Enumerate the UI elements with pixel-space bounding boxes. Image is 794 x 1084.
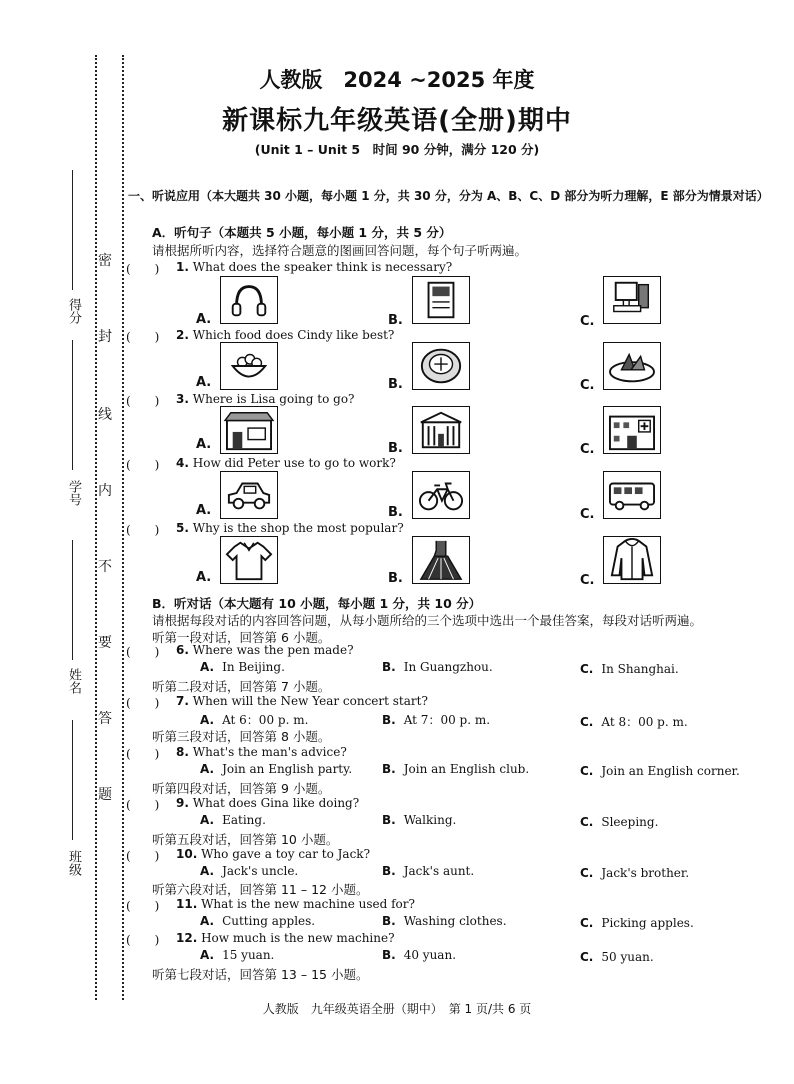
option-a[interactable]: A. Jack's uncle. — [200, 864, 299, 878]
seal-char: 不 — [98, 559, 112, 575]
option-a[interactable]: A. 15 yuan. — [200, 948, 275, 962]
question-9: 9. What does Gina like doing? — [176, 796, 360, 810]
computer-icon[interactable] — [603, 276, 661, 324]
section-heading: 一、听说应用（本大题共 30 小题，每小题 1 分，共 30 分，分为 A、B、C、D 部分为听力理解，E 部分为情景对话） — [128, 189, 769, 203]
option-label[interactable]: A. — [196, 570, 212, 585]
seal-char: 题 — [98, 787, 112, 803]
seal-char: 封 — [98, 329, 112, 345]
option-label[interactable]: C. — [580, 314, 595, 329]
option-b[interactable]: B. At 7：00 p. m. — [382, 713, 491, 727]
option-label[interactable]: C. — [580, 507, 595, 522]
answer-paren[interactable]: ( ) — [126, 394, 160, 408]
dialogue-intro: 听第五段对话，回答第 10 小题。 — [152, 832, 339, 847]
answer-paren[interactable]: ( ) — [126, 262, 160, 276]
answer-paren[interactable]: ( ) — [126, 933, 160, 947]
bus-icon[interactable] — [603, 471, 661, 519]
part-a-instruction: 请根据所听内容，选择符合题意的图画回答问题，每个句子听两遍。 — [152, 243, 528, 258]
option-a[interactable]: A. In Beijing. — [200, 660, 285, 674]
question-1: 1. What does the speaker think is necessary? — [176, 260, 453, 274]
dialogue-intro: 听第三段对话，回答第 8 小题。 — [152, 729, 331, 744]
question-11: 11. What is the new machine used for? — [176, 897, 415, 911]
option-label[interactable]: B. — [388, 377, 403, 392]
option-a[interactable]: A. Join an English party. — [200, 762, 353, 776]
option-c[interactable]: C. Jack's brother. — [580, 866, 690, 880]
option-label[interactable]: B. — [388, 505, 403, 520]
answer-paren[interactable]: ( ) — [126, 696, 160, 710]
option-label[interactable]: A. — [196, 375, 212, 390]
option-c[interactable]: C. 50 yuan. — [580, 950, 654, 964]
bicycle-icon[interactable] — [412, 471, 470, 519]
question-7: 7. When will the New Year concert start? — [176, 694, 428, 708]
answer-paren[interactable]: ( ) — [126, 849, 160, 863]
option-b[interactable]: B. Washing clothes. — [382, 914, 507, 928]
option-c[interactable]: C. Sleeping. — [580, 815, 659, 829]
option-a[interactable]: A. Cutting apples. — [200, 914, 316, 928]
question-10: 10. Who gave a toy car to Jack? — [176, 847, 371, 861]
hospital-icon[interactable] — [603, 406, 661, 454]
option-label[interactable]: A. — [196, 503, 212, 518]
binding-dotted-line-inner — [122, 55, 124, 1000]
seal-char: 要 — [98, 635, 112, 651]
exam-main-title: 新课标九年级英语(全册)期中 — [222, 106, 572, 136]
option-c[interactable]: C. Join an English corner. — [580, 764, 740, 778]
binding-dotted-line-outer — [95, 55, 97, 1000]
seal-char: 内 — [98, 483, 112, 499]
dictionary-icon[interactable] — [412, 276, 470, 324]
dress-icon[interactable] — [412, 536, 470, 584]
student-no-blank — [72, 340, 73, 470]
answer-paren[interactable]: ( ) — [126, 645, 160, 659]
seal-char: 密 — [98, 253, 112, 269]
answer-paren[interactable]: ( ) — [126, 330, 160, 344]
answer-paren[interactable]: ( ) — [126, 798, 160, 812]
bank-building-icon[interactable] — [412, 406, 470, 454]
dialogue-intro: 听第四段对话，回答第 9 小题。 — [152, 781, 331, 796]
dialogue-intro: 听第七段对话，回答第 13 – 15 小题。 — [152, 967, 369, 982]
answer-paren[interactable]: ( ) — [126, 458, 160, 472]
car-icon[interactable] — [220, 471, 278, 519]
question-12: 12. How much is the new machine? — [176, 931, 395, 945]
option-label[interactable]: B. — [388, 441, 403, 456]
exam-scope-subtitle: (Unit 1 – Unit 5 时间 90 分钟，满分 120 分) — [254, 142, 540, 157]
question-5: 5. Why is the shop the most popular? — [176, 521, 404, 535]
name-blank — [72, 540, 73, 660]
answer-paren[interactable]: ( ) — [126, 523, 160, 537]
option-label[interactable]: C. — [580, 442, 595, 457]
option-b[interactable]: B. In Guangzhou. — [382, 660, 493, 674]
option-label[interactable]: B. — [388, 313, 403, 328]
class-blank — [72, 720, 73, 840]
part-b-instruction: 请根据每段对话的内容回答问题，从每小题所给的三个选项中选出一个最佳答案，每段对话听两遍。 — [152, 613, 703, 628]
student-no-label: 学号 — [66, 480, 81, 506]
option-label[interactable]: A. — [196, 312, 212, 327]
option-b[interactable]: B. Join an English club. — [382, 762, 530, 776]
class-label: 班级 — [66, 850, 81, 876]
option-b[interactable]: B. 40 yuan. — [382, 948, 457, 962]
part-a-heading: A．听句子（本题共 5 小题，每小题 1 分，共 5 分） — [152, 225, 452, 240]
option-b[interactable]: B. Jack's aunt. — [382, 864, 475, 878]
option-a[interactable]: A. Eating. — [200, 813, 266, 827]
zongzi-plate-icon[interactable] — [603, 342, 661, 390]
option-a[interactable]: A. At 6：00 p. m. — [200, 713, 309, 727]
headphones-icon[interactable] — [220, 276, 278, 324]
question-4: 4. How did Peter use to go to work? — [176, 456, 396, 470]
jacket-icon[interactable] — [603, 536, 661, 584]
mooncake-icon[interactable] — [412, 342, 470, 390]
part-b-heading: B．听对话（本大题有 10 小题，每小题 1 分，共 10 分） — [152, 596, 482, 611]
name-label: 姓名 — [66, 668, 81, 694]
dialogue-intro: 听第一段对话，回答第 6 小题。 — [152, 630, 331, 645]
question-6: 6. Where was the pen made? — [176, 643, 354, 657]
dumplings-bowl-icon[interactable] — [220, 342, 278, 390]
option-label[interactable]: A. — [196, 437, 212, 452]
answer-paren[interactable]: ( ) — [126, 747, 160, 761]
option-label[interactable]: C. — [580, 378, 595, 393]
page-footer: 人教版 九年级英语全册（期中） 第 1 页/共 6 页 — [262, 1002, 532, 1016]
option-label[interactable]: C. — [580, 573, 595, 588]
question-3: 3. Where is Lisa going to go? — [176, 392, 355, 406]
option-c[interactable]: C. At 8：00 p. m. — [580, 715, 688, 729]
option-b[interactable]: B. Walking. — [382, 813, 457, 827]
dialogue-intro: 听第六段对话，回答第 11 – 12 小题。 — [152, 882, 369, 897]
question-2: 2. Which food does Cindy like best? — [176, 328, 395, 342]
shirt-icon[interactable] — [220, 536, 278, 584]
seal-char: 线 — [98, 407, 112, 423]
score-label: 得分 — [66, 298, 81, 324]
exam-edition-title: 人教版 2024 ~2025 年度 — [259, 68, 535, 92]
score-blank — [72, 170, 73, 290]
answer-paren[interactable]: ( ) — [126, 899, 160, 913]
question-8: 8. What's the man's advice? — [176, 745, 347, 759]
option-c[interactable]: C. In Shanghai. — [580, 662, 679, 676]
dialogue-intro: 听第二段对话，回答第 7 小题。 — [152, 679, 331, 694]
seal-char: 答 — [98, 711, 112, 727]
option-label[interactable]: B. — [388, 571, 403, 586]
shop-icon[interactable] — [220, 406, 278, 454]
option-c[interactable]: C. Picking apples. — [580, 916, 694, 930]
